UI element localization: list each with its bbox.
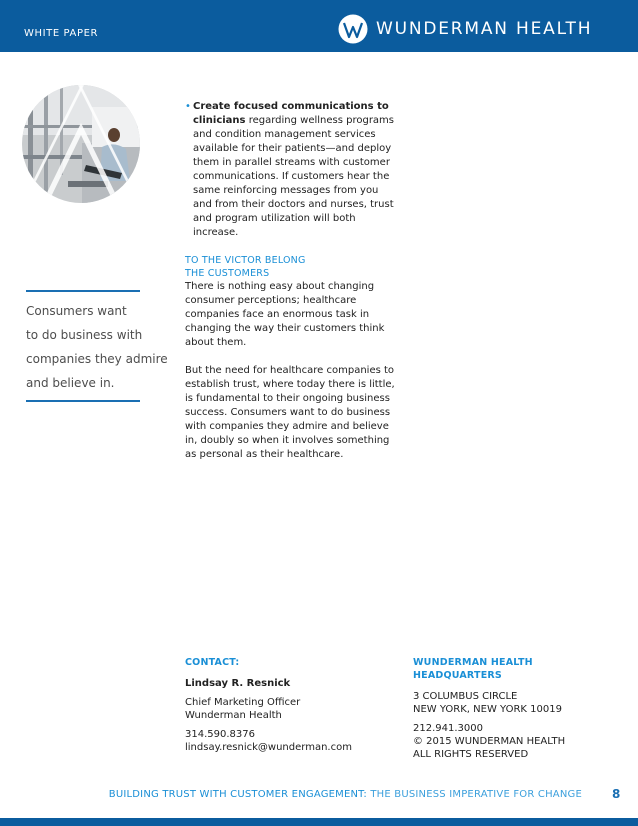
body-paragraph: There is nothing easy about changing consumer perceptions; healthcare companies face an enormous task in changing the way their customers think about them. [185,281,385,348]
section-heading-line: THE CUSTOMERS [185,268,270,279]
bullet-bold-lead: Create focused communications to clinicians [193,101,389,126]
contact-title: Chief Marketing Officer [185,697,301,708]
bullet-dot-icon: • [185,101,191,112]
headquarters-block [413,656,623,761]
contact-email[interactable]: lindsay.resnick@wunderman.com [185,742,352,753]
footer-bar [0,818,638,826]
document-type-label: WHITE PAPER [24,28,99,39]
footer-title-highlight: BUILDING TRUST WITH CUSTOMER ENGAGEMENT: [108,789,367,800]
hq-address-line: 3 COLUMBUS CIRCLE [413,691,518,702]
hq-copyright: © 2015 WUNDERMAN HEALTH [413,736,566,747]
footer-document-title [109,789,582,800]
contact-name: Lindsay R. Resnick [185,678,291,689]
hq-phone[interactable]: 212.941.3000 [413,723,483,734]
header-bar [0,0,638,52]
office-worker-photo [22,85,140,203]
body-paragraph: But the need for healthcare companies to establish trust, where today there is little, is fundamental to their ongoing business success. Consumers want to do business with companies they admire and believe in, doubly so when it involves something as personal as their healthcare. [185,365,395,460]
page-number: 8 [612,787,621,801]
pull-quote-line: Consumers want [26,304,127,318]
hq-address-line: NEW YORK, NEW YORK 10019 [413,704,562,715]
contact-heading: CONTACT: [185,657,240,668]
contact-phone[interactable]: 314.590.8376 [185,729,255,740]
pull-quote-bottom-rule [26,400,140,402]
pull-quote-line: companies they admire [26,352,168,366]
bullet-text: regarding wellness programs and condition management services available for their patients—and deploy them in parallel streams with customer communications. If customers hear the same reinforcing messages from you and from their doctors and nurses, trust and program utilization will both increase. [193,115,395,238]
pull-quote [26,299,166,395]
pull-quote-line: and believe in. [26,376,115,390]
footer-title-rest: THE BUSINESS IMPERATIVE FOR CHANGE [366,789,582,800]
hq-rights: ALL RIGHTS RESERVED [413,749,529,760]
contact-company: Wunderman Health [185,710,282,721]
brand-logo [338,14,592,44]
brand-name: WUNDERMAN HEALTH [376,19,593,39]
wunderman-w-logo-icon [338,14,368,44]
section-heading [185,254,400,280]
bullet-item [185,100,400,240]
section-heading-line: TO THE VICTOR BELONG [185,255,306,266]
main-column [185,100,400,462]
hq-heading: WUNDERMAN HEALTH HEADQUARTERS [413,657,533,681]
pull-quote-line: to do business with [26,328,143,342]
pull-quote-top-rule [26,290,140,292]
contact-block [185,656,395,754]
